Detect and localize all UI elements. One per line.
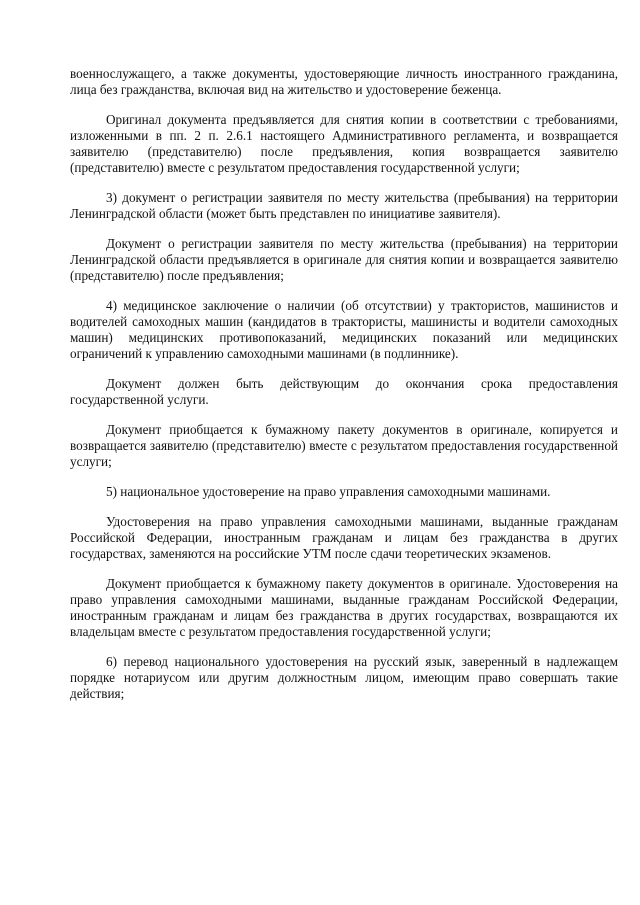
paragraph-item-5: 5) национальное удостоверение на право управления самоходными машинами. — [106, 484, 551, 499]
paragraph-original-copy: Оригинал документа предъявляется для снятия копии в соответствии с требованиями, изложенными в пп. 2 п. 2.6.1 настоящего Административного регламента, и возвращается заявителю (представителю) после предъявления, копия возвращается заявителю (представителю) вместе с результатом предоставления государственной услуги; — [70, 112, 618, 175]
paragraph-attached-copy: Документ приобщается к бумажному пакету документов в оригинале, копируется и возвращается заявителю (представителю) вместе с результатом предоставления государственной услуги; — [70, 422, 618, 469]
paragraph-item-4: 4) медицинское заключение о наличии (об отсутствии) у трактористов, машинистов и водителей самоходных машин (кандидатов в трактористы, машинисты и водители самоходных машин) медицинских противопоказаний, медицинских показаний или медицинских ограничений к управлению самоходными машинами (в подлиннике). — [70, 298, 618, 361]
paragraph-exchange: Удостоверения на право управления самоходными машинами, выданные гражданам Российской Федерации, иностранным гражданам и лицам без гражданства в других государствах, заменяются на российские УТМ после сдачи теоретических экзаменов. — [70, 514, 618, 561]
paragraph-validity: Документ должен быть действующим до окончания срока предоставления государственной услуги. — [70, 376, 618, 407]
document-page — [70, 66, 618, 716]
paragraph-attached-original: Документ приобщается к бумажному пакету документов в оригинале. Удостоверения на право управления самоходными машинами, выданные гражданам Российской Федерации, иностранным гражданам и лицам без гражданства в других государствах, возвращаются их владельцам вместе с результатом предоставления государственной услуги; — [70, 576, 618, 639]
paragraph-item-6: 6) перевод национального удостоверения на русский язык, заверенный в надлежащем порядке нотариусом или другим должностным лицом, имеющим право совершать такие действия; — [70, 654, 618, 701]
paragraph-continuation: военнослужащего, а также документы, удостоверяющие личность иностранного гражданина, лица без гражданства, включая вид на жительство и удостоверение беженца. — [70, 66, 618, 97]
paragraph-item-3: 3) документ о регистрации заявителя по месту жительства (пребывания) на территории Ленинградской области (может быть представлен по инициативе заявителя). — [70, 190, 618, 221]
paragraph-registration: Документ о регистрации заявителя по месту жительства (пребывания) на территории Ленинградской области предъявляется в оригинале для снятия копии и возвращается заявителю (представителю) после предъявления; — [70, 236, 618, 283]
